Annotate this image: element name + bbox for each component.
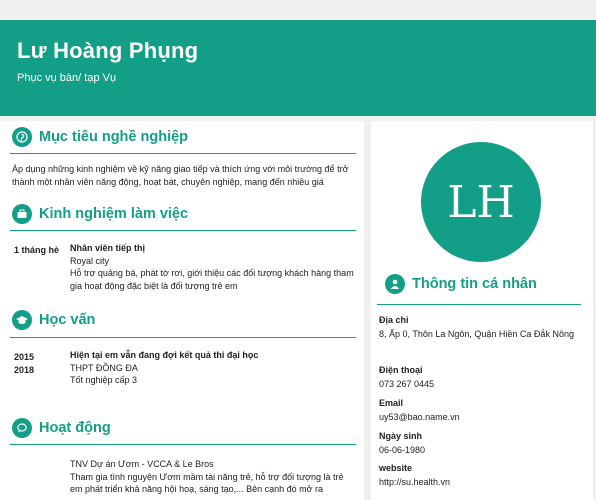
activity-description: Tham gia tình nguyện Ươm mầm tài năng trẻ, hỗ trợ đối tượng là trẻ em phát triển khả năng hội hoạ, sáng tạo,... Bên cạnh đó mở ra	[70, 471, 344, 494]
education-entry	[70, 349, 356, 387]
website-value[interactable]: http://su.health.vn	[379, 477, 451, 487]
personal-info-header	[385, 274, 537, 294]
section-title: Kinh nghiệm làm việc	[39, 206, 189, 222]
section-title: Hoạt động	[39, 420, 111, 436]
avatar: LH	[421, 142, 541, 262]
activity-entry	[70, 458, 356, 496]
cv-header	[0, 20, 596, 116]
pinterest-icon	[12, 127, 32, 147]
experience-entry	[70, 242, 356, 292]
sidebar-column	[371, 121, 593, 500]
dob-label: Ngày sinh	[379, 431, 423, 441]
email-value[interactable]: uy53@bao.name.vn	[379, 412, 460, 422]
section-divider	[10, 230, 356, 231]
section-experience-header	[12, 202, 188, 226]
section-divider	[10, 153, 356, 154]
chat-bubble-icon	[12, 418, 32, 438]
experience-description: Hỗ trợ quảng bá, phát tờ rơi, giới thiệu các đối tượng khách hàng tham gia hoạt động đặc biệt là đối tượng trẻ em	[70, 268, 354, 291]
briefcase-icon	[12, 204, 32, 224]
graduation-cap-icon	[12, 310, 32, 330]
email-label: Email	[379, 398, 404, 408]
address-label: Địa chỉ	[379, 315, 409, 325]
section-education-header	[12, 308, 95, 332]
phone-value: 073 267 0445	[379, 379, 435, 389]
section-divider	[377, 304, 581, 305]
section-divider	[10, 444, 356, 445]
section-activities-header	[12, 416, 111, 440]
education-title: Hiện tại em vẫn đang đợi kết quả thi đại học	[70, 350, 259, 360]
experience-company: Royal city	[70, 255, 110, 266]
candidate-name: Lư Hoàng Phụng	[17, 38, 199, 63]
objective-text: Áp dụng những kinh nghiệm về kỹ năng giao tiếp và thích ứng với môi trường để trở thành một nhân viên năng động, hoạt bát, chuyên nghiệp, mang đến nhiều giá	[12, 164, 349, 187]
education-date-start: 2015	[14, 352, 35, 362]
education-school: THPT ĐỒNG ĐA	[70, 362, 138, 373]
section-objective-header	[12, 125, 188, 149]
main-column	[0, 121, 364, 500]
phone-label: Điện thoại	[379, 365, 423, 375]
section-divider	[10, 337, 356, 338]
user-icon	[385, 274, 405, 294]
dob-value: 06-06-1980	[379, 445, 426, 455]
job-title: Phục vụ bàn/ tạp Vụ	[17, 72, 117, 84]
activity-org: TNV Dự án Ươm - VCCA & Le Bros	[70, 459, 214, 469]
experience-date: 1 tháng hè	[14, 245, 60, 255]
education-date-end: 2018	[14, 365, 35, 375]
address-value: 8, Ấp 0, Thôn La Ngôn, Quận Hiền Ca Đắk Nông	[379, 329, 574, 339]
section-title: Mục tiêu nghề nghiệp	[39, 129, 189, 145]
section-title: Thông tin cá nhân	[412, 276, 537, 292]
experience-position: Nhân viên tiếp thị	[70, 243, 146, 253]
education-note: Tốt nghiệp cấp 3	[70, 375, 138, 385]
section-title: Học vấn	[39, 312, 96, 328]
website-label: website	[379, 463, 413, 473]
